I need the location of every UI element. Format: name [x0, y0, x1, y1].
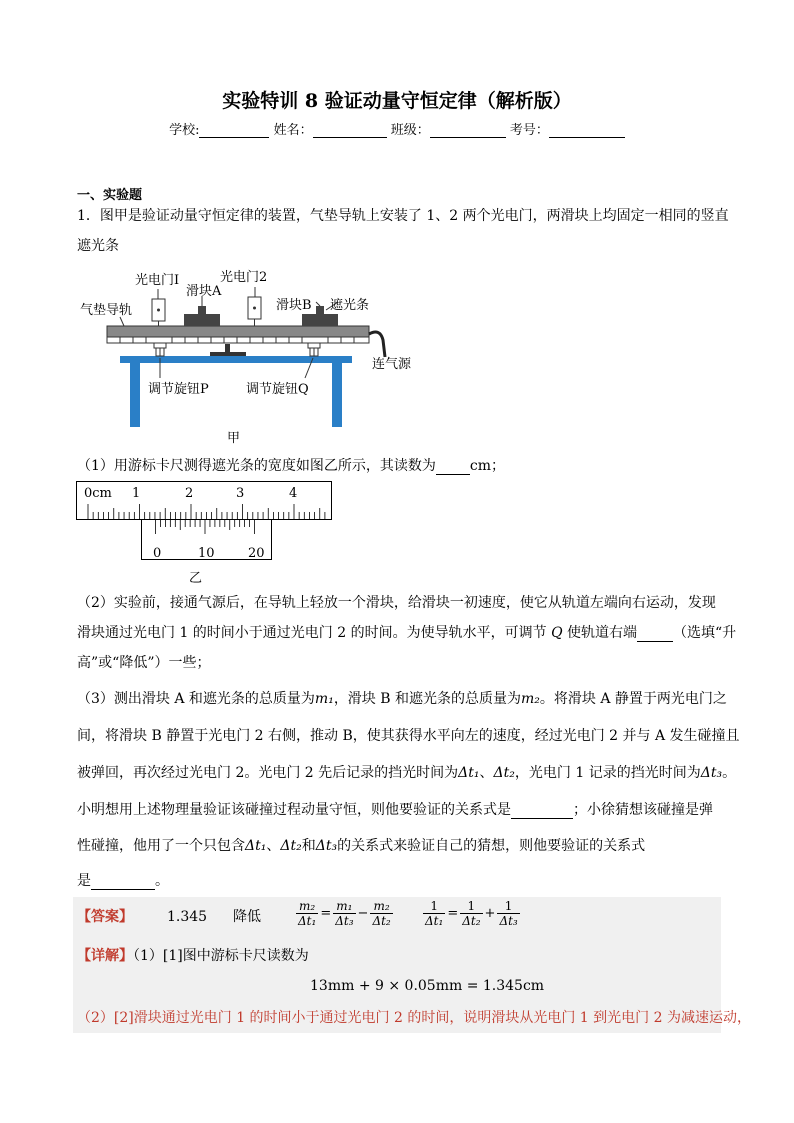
name-label: 姓名： — [273, 123, 313, 138]
detail-formula: 13mm + 9 × 0.05mm = 1.345cm — [310, 978, 545, 994]
label-gate2: 光电门2 — [220, 270, 268, 285]
q1-line1: 1．图甲是验证动量守恒定律的装置，气垫导轨上安装了 1、2 两个光电门，两滑块上均固定一相同的竖直 — [77, 208, 729, 224]
main-label-4: 4 — [289, 486, 298, 501]
label-knob-p: 调节旋钮P — [148, 382, 209, 397]
figure-jia-air-track — [80, 262, 420, 447]
table-leg-right — [332, 361, 342, 427]
class-field[interactable] — [430, 124, 506, 138]
exam-no-field[interactable] — [549, 124, 625, 138]
p3-line1: （3）测出滑块 A 和遮光条的总质量为m₁，滑块 B 和遮光条的总质量为m₂。将滑块 A 静置于两光电门之 — [77, 691, 727, 707]
label-air-source: 连气源 — [372, 357, 412, 372]
slider-a — [184, 314, 220, 326]
caption-yi: 乙 — [189, 571, 203, 586]
table-top — [120, 356, 352, 363]
caption-jia: 甲 — [227, 431, 241, 446]
answer-formula-momentum: $\frac{\text{m₂}}{\text{Δt₁}}$ = $\frac{\text{m₁}}{\text{Δt₃}}$ − $\frac{\text{m₂}}{\text{Δt₂}}$ — [298, 899, 391, 928]
label-strip: 遮光条 — [330, 298, 370, 313]
air-hose — [369, 332, 385, 357]
vernier-label-10: 10 — [198, 546, 215, 561]
p3-line2: 间，将滑块 B 静置于光电门 2 右侧，推动 B，使其获得水平向左的速度，经过光电门 2 并与 A 发生碰撞且 — [77, 728, 740, 744]
p3-elastic-blank[interactable] — [91, 875, 155, 890]
answer-formula-elastic: $\frac{1}{\text{Δt₁}}$ = $\frac{1}{\text{Δt₂}}$ + $\frac{1}{\text{Δt₃}}$ — [425, 899, 518, 928]
main-label-3: 3 — [236, 486, 245, 501]
detail-line1: 【详解】（1）[1]图中游标卡尺读数为 — [77, 948, 309, 964]
p3-momentum-blank[interactable] — [511, 804, 573, 819]
air-track — [107, 326, 369, 337]
class-label: 班级： — [390, 123, 430, 138]
answer-2: 降低 — [233, 909, 261, 925]
label-slider-a: 滑块A — [186, 284, 222, 299]
school-label: 学校: — [169, 123, 200, 138]
p3-line5: 性碰撞，他用了一个只包含Δt₁、Δt₂和Δt₃的关系式来验证自己的猜想，则他要验证的关系式 — [77, 838, 646, 854]
vernier-label-20: 20 — [248, 546, 265, 561]
slider-b — [302, 314, 338, 326]
detail-label: 【详解】 — [77, 948, 133, 964]
label-slider-b: 滑块B — [276, 298, 312, 313]
knob-q — [308, 342, 320, 356]
label-knob-q: 调节旋钮Q — [246, 382, 309, 397]
main-label-2: 2 — [185, 486, 194, 501]
p2-line3: 高”或“降低”）一些； — [77, 655, 211, 671]
p2-line2: 滑块通过光电门 1 的时间小于通过光电门 2 的时间。为使导轨水平，可调节 Q 使轨道右端 （选填“升 — [77, 625, 737, 641]
table-leg-left — [130, 361, 140, 427]
figure-yi-vernier-caliper — [76, 481, 338, 587]
answer-1: 1.345 — [167, 909, 208, 925]
light-strip-b — [316, 306, 324, 314]
q1-line2: 遮光条 — [77, 238, 119, 254]
detail-line2: （2）[2]滑块通过光电门 1 的时间小于通过光电门 2 的时间，说明滑块从光电门 1 到光电门 2 为减速运动， — [77, 1010, 751, 1026]
p1-unit: cm； — [469, 458, 506, 474]
label-track: 气垫导轨 — [80, 303, 133, 318]
p1-text: （1）用游标卡尺测得遮光条的宽度如图乙所示，其读数为 — [77, 458, 436, 474]
p1-line — [77, 457, 505, 475]
main-label-1: 1 — [132, 486, 141, 501]
p1-answer-blank[interactable] — [436, 460, 470, 475]
page-title: 实验特训 8 验证动量守恒定律（解析版） — [222, 90, 572, 112]
student-info-line — [0, 119, 794, 138]
school-field[interactable] — [199, 124, 269, 138]
p2-line1: （2）实验前，接通气源后，在导轨上轻放一个滑块，给滑块一初速度，使它从轨道左端向右运动，发现 — [77, 595, 716, 611]
answer-label: 【答案】 — [77, 909, 133, 925]
vernier-label-0: 0 — [153, 546, 162, 561]
section-heading: 一、实验题 — [77, 188, 143, 203]
knob-p — [154, 342, 166, 356]
p3-line6: 是 。 — [77, 873, 169, 889]
label-gate1: 光电门I — [135, 273, 180, 288]
p2-answer-blank[interactable] — [637, 627, 673, 642]
name-field[interactable] — [313, 124, 387, 138]
exam-no-label: 考号： — [509, 123, 549, 138]
p3-line3: 被弹回，再次经过光电门 2。光电门 2 先后记录的挡光时间为Δt₁、Δt₂，光电门 1 记录的挡光时间为Δt₃。 — [77, 765, 737, 781]
main-label-0cm: 0cm — [84, 486, 112, 501]
p3-line4: 小明想用上述物理量验证该碰撞过程动量守恒，则他要验证的关系式是 ；小徐猜想该碰撞是弹 — [77, 802, 713, 818]
